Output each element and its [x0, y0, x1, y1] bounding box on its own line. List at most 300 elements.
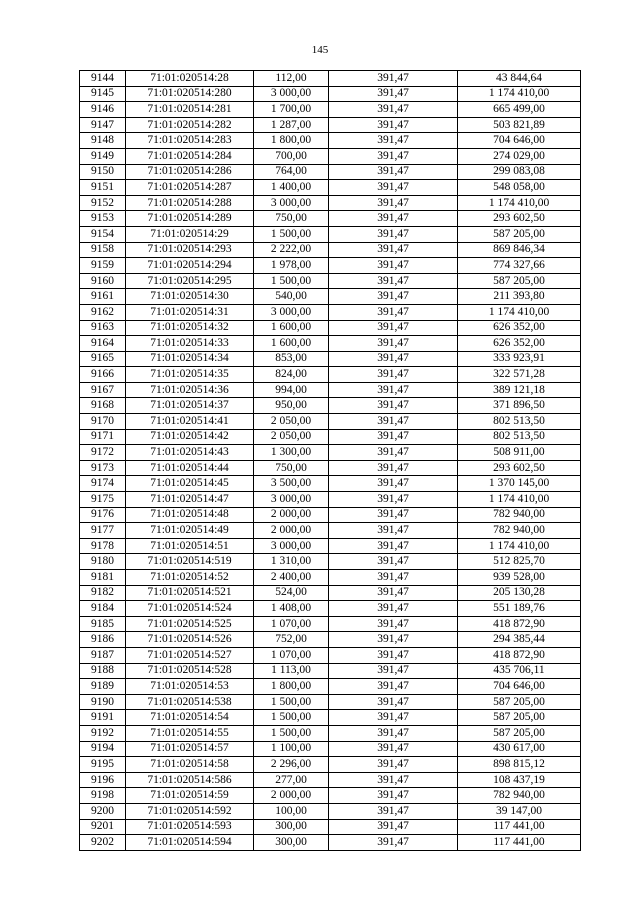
cadastral-number-cell: 71:01:020514:286 [126, 164, 254, 180]
table-row [80, 757, 581, 773]
rate-cell: 391,47 [329, 538, 458, 554]
cadastral-value-cell: 548 058,00 [458, 180, 581, 196]
cadastral-value-cell: 508 911,00 [458, 445, 581, 461]
row-number-cell: 9181 [80, 570, 126, 586]
area-cell: 3 000,00 [254, 538, 329, 554]
area-cell: 300,00 [254, 819, 329, 835]
cadastral-value-cell: 551 189,76 [458, 601, 581, 617]
table-row [80, 835, 581, 851]
table-row [80, 289, 581, 305]
table-row [80, 351, 581, 367]
area-cell: 1 700,00 [254, 102, 329, 118]
area-cell: 1 800,00 [254, 133, 329, 149]
rate-cell: 391,47 [329, 507, 458, 523]
area-cell: 524,00 [254, 585, 329, 601]
table-row [80, 195, 581, 211]
row-number-cell: 9160 [80, 273, 126, 289]
row-number-cell: 9195 [80, 757, 126, 773]
row-number-cell: 9198 [80, 788, 126, 804]
cadastral-number-cell: 71:01:020514:295 [126, 273, 254, 289]
rate-cell: 391,47 [329, 647, 458, 663]
rate-cell: 391,47 [329, 117, 458, 133]
area-cell: 2 000,00 [254, 523, 329, 539]
cadastral-number-cell: 71:01:020514:43 [126, 445, 254, 461]
rate-cell: 391,47 [329, 367, 458, 383]
cadastral-value-cell: 389 121,18 [458, 382, 581, 398]
area-cell: 750,00 [254, 211, 329, 227]
rate-cell: 391,47 [329, 273, 458, 289]
table-row [80, 694, 581, 710]
table-row [80, 538, 581, 554]
cadastral-value-cell: 802 513,50 [458, 429, 581, 445]
rate-cell: 391,47 [329, 632, 458, 648]
cadastral-number-cell: 71:01:020514:538 [126, 694, 254, 710]
table-row [80, 304, 581, 320]
area-cell: 853,00 [254, 351, 329, 367]
cadastral-number-cell: 71:01:020514:52 [126, 570, 254, 586]
cadastral-number-cell: 71:01:020514:51 [126, 538, 254, 554]
table-row [80, 429, 581, 445]
rate-cell: 391,47 [329, 772, 458, 788]
rate-cell: 391,47 [329, 195, 458, 211]
table-row [80, 570, 581, 586]
cadastral-number-cell: 71:01:020514:294 [126, 258, 254, 274]
area-cell: 1 500,00 [254, 694, 329, 710]
row-number-cell: 9162 [80, 304, 126, 320]
rate-cell: 391,47 [329, 382, 458, 398]
rate-cell: 391,47 [329, 616, 458, 632]
area-cell: 1 800,00 [254, 679, 329, 695]
area-cell: 752,00 [254, 632, 329, 648]
cadastral-value-cell: 898 815,12 [458, 757, 581, 773]
area-cell: 700,00 [254, 148, 329, 164]
rate-cell: 391,47 [329, 725, 458, 741]
cadastral-value-cell: 322 571,28 [458, 367, 581, 383]
area-cell: 3 500,00 [254, 476, 329, 492]
area-cell: 1 600,00 [254, 320, 329, 336]
row-number-cell: 9146 [80, 102, 126, 118]
rate-cell: 391,47 [329, 71, 458, 87]
area-cell: 1 100,00 [254, 741, 329, 757]
cadastral-number-cell: 71:01:020514:519 [126, 554, 254, 570]
rate-cell: 391,47 [329, 694, 458, 710]
cadastral-number-cell: 71:01:020514:36 [126, 382, 254, 398]
row-number-cell: 9145 [80, 86, 126, 102]
table-row [80, 180, 581, 196]
cadastral-value-cell: 1 174 410,00 [458, 304, 581, 320]
rate-cell: 391,47 [329, 445, 458, 461]
row-number-cell: 9189 [80, 679, 126, 695]
cadastral-value-cell: 1 174 410,00 [458, 538, 581, 554]
cadastral-number-cell: 71:01:020514:58 [126, 757, 254, 773]
cadastral-number-cell: 71:01:020514:528 [126, 663, 254, 679]
cadastral-number-cell: 71:01:020514:525 [126, 616, 254, 632]
area-cell: 277,00 [254, 772, 329, 788]
table-row [80, 102, 581, 118]
area-cell: 994,00 [254, 382, 329, 398]
table-row [80, 273, 581, 289]
area-cell: 1 113,00 [254, 663, 329, 679]
row-number-cell: 9202 [80, 835, 126, 851]
cadastral-value-cell: 274 029,00 [458, 148, 581, 164]
rate-cell: 391,47 [329, 102, 458, 118]
cadastral-number-cell: 71:01:020514:42 [126, 429, 254, 445]
cadastral-number-cell: 71:01:020514:28 [126, 71, 254, 87]
cadastral-number-cell: 71:01:020514:29 [126, 226, 254, 242]
row-number-cell: 9201 [80, 819, 126, 835]
cadastral-number-cell: 71:01:020514:41 [126, 414, 254, 430]
area-cell: 1 978,00 [254, 258, 329, 274]
cadastral-number-cell: 71:01:020514:31 [126, 304, 254, 320]
area-cell: 2 400,00 [254, 570, 329, 586]
cadastral-number-cell: 71:01:020514:45 [126, 476, 254, 492]
rate-cell: 391,47 [329, 601, 458, 617]
row-number-cell: 9159 [80, 258, 126, 274]
area-cell: 3 000,00 [254, 304, 329, 320]
row-number-cell: 9187 [80, 647, 126, 663]
table-row [80, 507, 581, 523]
row-number-cell: 9163 [80, 320, 126, 336]
area-cell: 1 070,00 [254, 616, 329, 632]
cadastral-number-cell: 71:01:020514:592 [126, 803, 254, 819]
table-row [80, 398, 581, 414]
cadastral-value-cell: 774 327,66 [458, 258, 581, 274]
table-row [80, 133, 581, 149]
row-number-cell: 9151 [80, 180, 126, 196]
area-cell: 1 400,00 [254, 180, 329, 196]
row-number-cell: 9174 [80, 476, 126, 492]
rate-cell: 391,47 [329, 757, 458, 773]
cadastral-value-cell: 117 441,00 [458, 835, 581, 851]
row-number-cell: 9173 [80, 460, 126, 476]
table-row [80, 741, 581, 757]
cadastral-number-cell: 71:01:020514:35 [126, 367, 254, 383]
rate-cell: 391,47 [329, 663, 458, 679]
row-number-cell: 9164 [80, 336, 126, 352]
rate-cell: 391,47 [329, 289, 458, 305]
cadastral-number-cell: 71:01:020514:282 [126, 117, 254, 133]
area-cell: 1 070,00 [254, 647, 329, 663]
area-cell: 1 408,00 [254, 601, 329, 617]
rate-cell: 391,47 [329, 304, 458, 320]
cadastral-number-cell: 71:01:020514:30 [126, 289, 254, 305]
area-cell: 3 000,00 [254, 86, 329, 102]
table-row [80, 601, 581, 617]
rate-cell: 391,47 [329, 710, 458, 726]
rate-cell: 391,47 [329, 741, 458, 757]
area-cell: 1 500,00 [254, 273, 329, 289]
rate-cell: 391,47 [329, 320, 458, 336]
cadastral-number-cell: 71:01:020514:44 [126, 460, 254, 476]
cadastral-value-cell: 294 385,44 [458, 632, 581, 648]
rate-cell: 391,47 [329, 570, 458, 586]
row-number-cell: 9150 [80, 164, 126, 180]
cadastral-number-cell: 71:01:020514:521 [126, 585, 254, 601]
cadastral-value-cell: 782 940,00 [458, 788, 581, 804]
row-number-cell: 9168 [80, 398, 126, 414]
cadastral-number-cell: 71:01:020514:47 [126, 492, 254, 508]
cadastral-number-cell: 71:01:020514:33 [126, 336, 254, 352]
cadastral-number-cell: 71:01:020514:288 [126, 195, 254, 211]
area-cell: 2 296,00 [254, 757, 329, 773]
row-number-cell: 9190 [80, 694, 126, 710]
cadastral-value-cell: 418 872,90 [458, 647, 581, 663]
area-cell: 824,00 [254, 367, 329, 383]
rate-cell: 391,47 [329, 492, 458, 508]
table-row [80, 492, 581, 508]
table-row [80, 523, 581, 539]
row-number-cell: 9184 [80, 601, 126, 617]
cadastral-value-cell: 430 617,00 [458, 741, 581, 757]
cadastral-value-cell: 205 130,28 [458, 585, 581, 601]
cadastral-value-cell: 371 896,50 [458, 398, 581, 414]
cadastral-value-cell: 782 940,00 [458, 523, 581, 539]
rate-cell: 391,47 [329, 211, 458, 227]
cadastral-value-cell: 108 437,19 [458, 772, 581, 788]
area-cell: 1 500,00 [254, 226, 329, 242]
row-number-cell: 9194 [80, 741, 126, 757]
cadastral-number-cell: 71:01:020514:59 [126, 788, 254, 804]
row-number-cell: 9170 [80, 414, 126, 430]
table-row [80, 663, 581, 679]
table-row [80, 647, 581, 663]
cadastral-number-cell: 71:01:020514:586 [126, 772, 254, 788]
cadastral-value-cell: 503 821,89 [458, 117, 581, 133]
table-row [80, 414, 581, 430]
area-cell: 764,00 [254, 164, 329, 180]
table-row [80, 71, 581, 87]
rate-cell: 391,47 [329, 351, 458, 367]
cadastral-value-table [79, 70, 581, 851]
cadastral-number-cell: 71:01:020514:32 [126, 320, 254, 336]
cadastral-value-cell: 39 147,00 [458, 803, 581, 819]
cadastral-value-cell: 418 872,90 [458, 616, 581, 632]
row-number-cell: 9177 [80, 523, 126, 539]
rate-cell: 391,47 [329, 679, 458, 695]
rate-cell: 391,47 [329, 180, 458, 196]
rate-cell: 391,47 [329, 414, 458, 430]
row-number-cell: 9186 [80, 632, 126, 648]
table-row [80, 148, 581, 164]
table-row [80, 710, 581, 726]
rate-cell: 391,47 [329, 788, 458, 804]
row-number-cell: 9149 [80, 148, 126, 164]
cadastral-number-cell: 71:01:020514:37 [126, 398, 254, 414]
table-row [80, 117, 581, 133]
cadastral-number-cell: 71:01:020514:54 [126, 710, 254, 726]
area-cell: 2 222,00 [254, 242, 329, 258]
rate-cell: 391,47 [329, 226, 458, 242]
table-row [80, 382, 581, 398]
row-number-cell: 9166 [80, 367, 126, 383]
cadastral-value-cell: 333 923,91 [458, 351, 581, 367]
cadastral-value-cell: 435 706,11 [458, 663, 581, 679]
row-number-cell: 9200 [80, 803, 126, 819]
area-cell: 2 050,00 [254, 414, 329, 430]
cadastral-number-cell: 71:01:020514:281 [126, 102, 254, 118]
cadastral-value-cell: 587 205,00 [458, 226, 581, 242]
cadastral-value-cell: 1 370 145,00 [458, 476, 581, 492]
rate-cell: 391,47 [329, 835, 458, 851]
cadastral-number-cell: 71:01:020514:283 [126, 133, 254, 149]
table-row [80, 460, 581, 476]
cadastral-value-cell: 802 513,50 [458, 414, 581, 430]
table-row [80, 585, 581, 601]
table-row [80, 632, 581, 648]
area-cell: 300,00 [254, 835, 329, 851]
cadastral-value-cell: 626 352,00 [458, 336, 581, 352]
row-number-cell: 9185 [80, 616, 126, 632]
row-number-cell: 9176 [80, 507, 126, 523]
rate-cell: 391,47 [329, 258, 458, 274]
cadastral-value-cell: 704 646,00 [458, 133, 581, 149]
row-number-cell: 9182 [80, 585, 126, 601]
cadastral-value-cell: 869 846,34 [458, 242, 581, 258]
table-row [80, 211, 581, 227]
table-row [80, 788, 581, 804]
rate-cell: 391,47 [329, 523, 458, 539]
cadastral-number-cell: 71:01:020514:280 [126, 86, 254, 102]
cadastral-value-cell: 587 205,00 [458, 273, 581, 289]
row-number-cell: 9154 [80, 226, 126, 242]
row-number-cell: 9144 [80, 71, 126, 87]
row-number-cell: 9171 [80, 429, 126, 445]
area-cell: 950,00 [254, 398, 329, 414]
cadastral-value-cell: 512 825,70 [458, 554, 581, 570]
row-number-cell: 9147 [80, 117, 126, 133]
cadastral-value-cell: 704 646,00 [458, 679, 581, 695]
cadastral-number-cell: 71:01:020514:524 [126, 601, 254, 617]
cadastral-value-cell: 587 205,00 [458, 694, 581, 710]
rate-cell: 391,47 [329, 336, 458, 352]
table-body [80, 71, 581, 851]
row-number-cell: 9192 [80, 725, 126, 741]
cadastral-number-cell: 71:01:020514:57 [126, 741, 254, 757]
row-number-cell: 9196 [80, 772, 126, 788]
area-cell: 2 000,00 [254, 788, 329, 804]
cadastral-value-cell: 117 441,00 [458, 819, 581, 835]
cadastral-number-cell: 71:01:020514:48 [126, 507, 254, 523]
cadastral-value-cell: 939 528,00 [458, 570, 581, 586]
table-row [80, 616, 581, 632]
row-number-cell: 9148 [80, 133, 126, 149]
row-number-cell: 9191 [80, 710, 126, 726]
area-cell: 100,00 [254, 803, 329, 819]
cadastral-number-cell: 71:01:020514:526 [126, 632, 254, 648]
cadastral-number-cell: 71:01:020514:527 [126, 647, 254, 663]
cadastral-number-cell: 71:01:020514:293 [126, 242, 254, 258]
page-number: 145 [311, 44, 329, 56]
area-cell: 2 050,00 [254, 429, 329, 445]
cadastral-value-cell: 43 844,64 [458, 71, 581, 87]
row-number-cell: 9152 [80, 195, 126, 211]
rate-cell: 391,47 [329, 585, 458, 601]
table-row [80, 336, 581, 352]
cadastral-value-cell: 1 174 410,00 [458, 86, 581, 102]
area-cell: 2 000,00 [254, 507, 329, 523]
rate-cell: 391,47 [329, 242, 458, 258]
cadastral-value-cell: 782 940,00 [458, 507, 581, 523]
rate-cell: 391,47 [329, 554, 458, 570]
table-row [80, 226, 581, 242]
rate-cell: 391,47 [329, 819, 458, 835]
area-cell: 1 287,00 [254, 117, 329, 133]
row-number-cell: 9180 [80, 554, 126, 570]
area-cell: 540,00 [254, 289, 329, 305]
table-row [80, 320, 581, 336]
area-cell: 1 500,00 [254, 725, 329, 741]
table-row [80, 476, 581, 492]
area-cell: 3 000,00 [254, 492, 329, 508]
cadastral-number-cell: 71:01:020514:287 [126, 180, 254, 196]
area-cell: 3 000,00 [254, 195, 329, 211]
row-number-cell: 9172 [80, 445, 126, 461]
rate-cell: 391,47 [329, 148, 458, 164]
table-row [80, 242, 581, 258]
cadastral-number-cell: 71:01:020514:55 [126, 725, 254, 741]
table-row [80, 258, 581, 274]
table-row [80, 554, 581, 570]
area-cell: 1 600,00 [254, 336, 329, 352]
cadastral-value-cell: 299 083,08 [458, 164, 581, 180]
table-row [80, 679, 581, 695]
cadastral-value-cell: 626 352,00 [458, 320, 581, 336]
table-row [80, 819, 581, 835]
cadastral-number-cell: 71:01:020514:53 [126, 679, 254, 695]
rate-cell: 391,47 [329, 803, 458, 819]
cadastral-value-cell: 1 174 410,00 [458, 492, 581, 508]
cadastral-number-cell: 71:01:020514:34 [126, 351, 254, 367]
area-cell: 1 310,00 [254, 554, 329, 570]
rate-cell: 391,47 [329, 86, 458, 102]
cadastral-number-cell: 71:01:020514:284 [126, 148, 254, 164]
table-row [80, 86, 581, 102]
cadastral-value-cell: 293 602,50 [458, 460, 581, 476]
row-number-cell: 9167 [80, 382, 126, 398]
cadastral-number-cell: 71:01:020514:593 [126, 819, 254, 835]
area-cell: 112,00 [254, 71, 329, 87]
rate-cell: 391,47 [329, 429, 458, 445]
area-cell: 750,00 [254, 460, 329, 476]
rate-cell: 391,47 [329, 460, 458, 476]
table-row [80, 725, 581, 741]
table-row [80, 367, 581, 383]
table-row [80, 164, 581, 180]
row-number-cell: 9165 [80, 351, 126, 367]
row-number-cell: 9188 [80, 663, 126, 679]
cadastral-value-cell: 587 205,00 [458, 725, 581, 741]
area-cell: 1 500,00 [254, 710, 329, 726]
table-row [80, 772, 581, 788]
rate-cell: 391,47 [329, 476, 458, 492]
table-row [80, 803, 581, 819]
cadastral-number-cell: 71:01:020514:594 [126, 835, 254, 851]
row-number-cell: 9178 [80, 538, 126, 554]
cadastral-value-cell: 1 174 410,00 [458, 195, 581, 211]
table-row [80, 445, 581, 461]
rate-cell: 391,47 [329, 398, 458, 414]
cadastral-number-cell: 71:01:020514:289 [126, 211, 254, 227]
cadastral-value-cell: 587 205,00 [458, 710, 581, 726]
cadastral-value-cell: 665 499,00 [458, 102, 581, 118]
row-number-cell: 9158 [80, 242, 126, 258]
row-number-cell: 9161 [80, 289, 126, 305]
cadastral-value-cell: 293 602,50 [458, 211, 581, 227]
rate-cell: 391,47 [329, 164, 458, 180]
area-cell: 1 300,00 [254, 445, 329, 461]
rate-cell: 391,47 [329, 133, 458, 149]
cadastral-number-cell: 71:01:020514:49 [126, 523, 254, 539]
